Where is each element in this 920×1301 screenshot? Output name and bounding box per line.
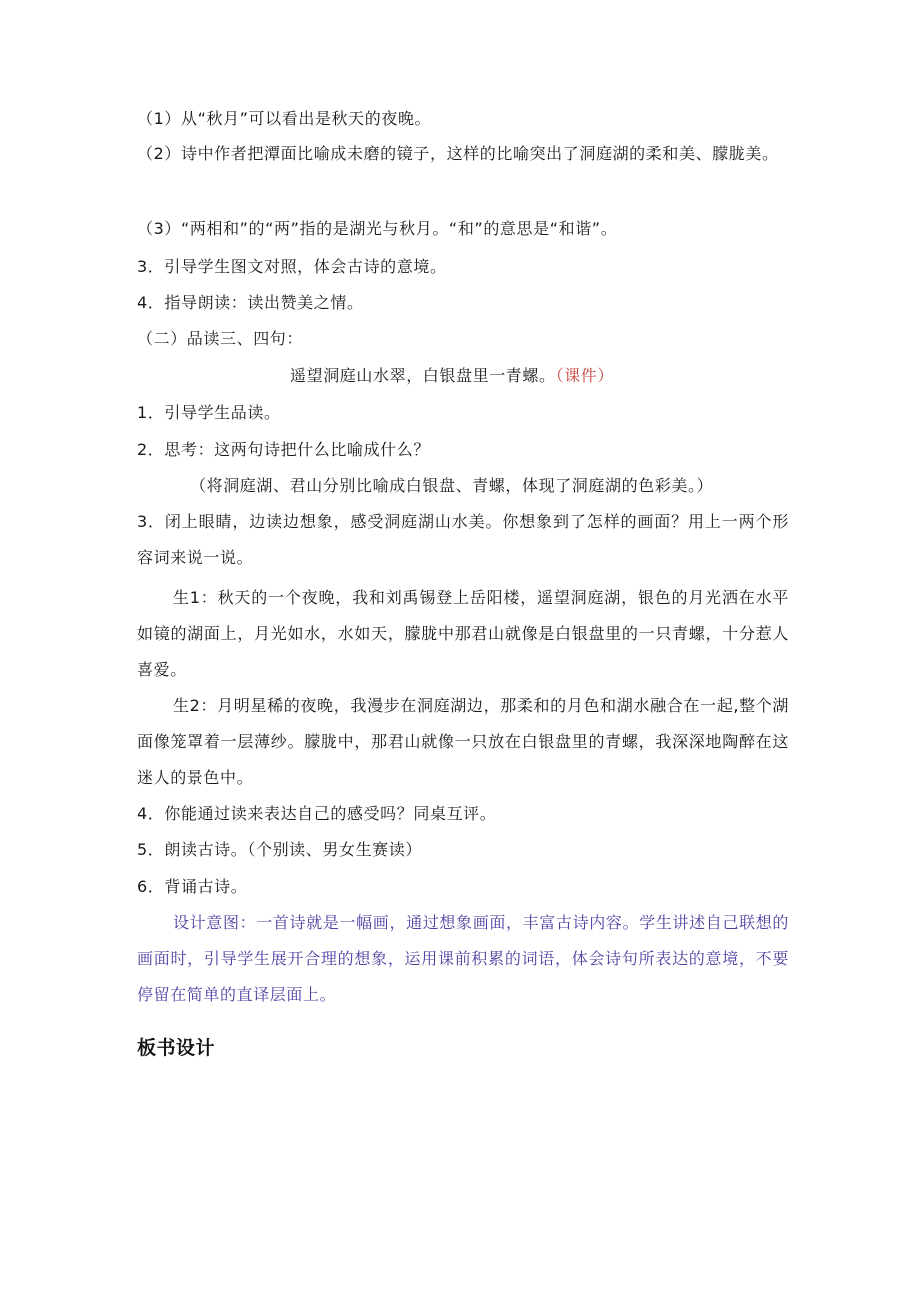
design-intent-paragraph: 设计意图：一首诗就是一幅画，通过想象画面，丰富古诗内容。学生讲述自己联想的画面时，引导学生展开合理的想象，运用课前积累的词语，体会诗句所表达的意境，不要停留在简单的直译层面上。 xyxy=(137,913,789,1004)
analysis-point-2: （2）诗中作者把潭面比喻成未磨的镜子，这样的比喻突出了洞庭湖的柔和美、朦胧美。 xyxy=(137,144,779,163)
step-2-think: 2．思考：这两句诗把什么比喻成什么？ xyxy=(137,440,430,459)
step-6-recite: 6．背诵古诗。 xyxy=(137,877,248,896)
student-1-answer: 生1：秋天的一个夜晚，我和刘禹锡登上岳阳楼，遥望洞庭湖，银色的月光洒在水平如镜的湖面上，月光如水，水如天，朦胧中那君山就像是白银盘里的一只青螺，十分惹人喜爱。 xyxy=(137,588,789,679)
poem-text: 遥望洞庭山水翠，白银盘里一青螺。 xyxy=(290,366,556,385)
step-1-guide-reading: 1．引导学生品读。 xyxy=(137,403,281,422)
step-4-express-feelings: 4．你能通过读来表达自己的感受吗？同桌互评。 xyxy=(137,804,497,823)
step-2-answer: （将洞庭湖、君山分别比喻成白银盘、青螺，体现了洞庭湖的色彩美。） xyxy=(190,476,714,495)
step-3-picture-text: 3．引导学生图文对照，体会古诗的意境。 xyxy=(137,257,447,276)
board-design-heading: 板书设计 xyxy=(137,1037,216,1059)
step-3-imagine: 3．闭上眼睛，边读边想象，感受洞庭湖山水美。你想象到了怎样的画面？用上一两个形容词来说一说。 xyxy=(137,512,789,567)
step-5-read-aloud: 5．朗读古诗。（个别读、男女生赛读） xyxy=(137,840,422,859)
poem-line xyxy=(290,366,614,386)
student-2-answer: 生2：月明星稀的夜晚，我漫步在洞庭湖边，那柔和的月色和湖水融合在一起,整个湖面像笼罩着一层薄纱。朦胧中，那君山就像一只放在白银盘里的青螺，我深深地陶醉在这迷人的景色中。 xyxy=(137,696,789,787)
analysis-point-1: （1）从“秋月”可以看出是秋天的夜晚。 xyxy=(137,109,432,128)
section-heading-lines-3-4: （二）品读三、四句： xyxy=(137,329,304,348)
analysis-point-3: （3）“两相和”的“两”指的是湖光与秋月。“和”的意思是“和谐”。 xyxy=(137,219,618,238)
courseware-note: （课件） xyxy=(555,366,615,385)
step-4-guided-reading: 4．指导朗读：读出赞美之情。 xyxy=(137,293,364,312)
